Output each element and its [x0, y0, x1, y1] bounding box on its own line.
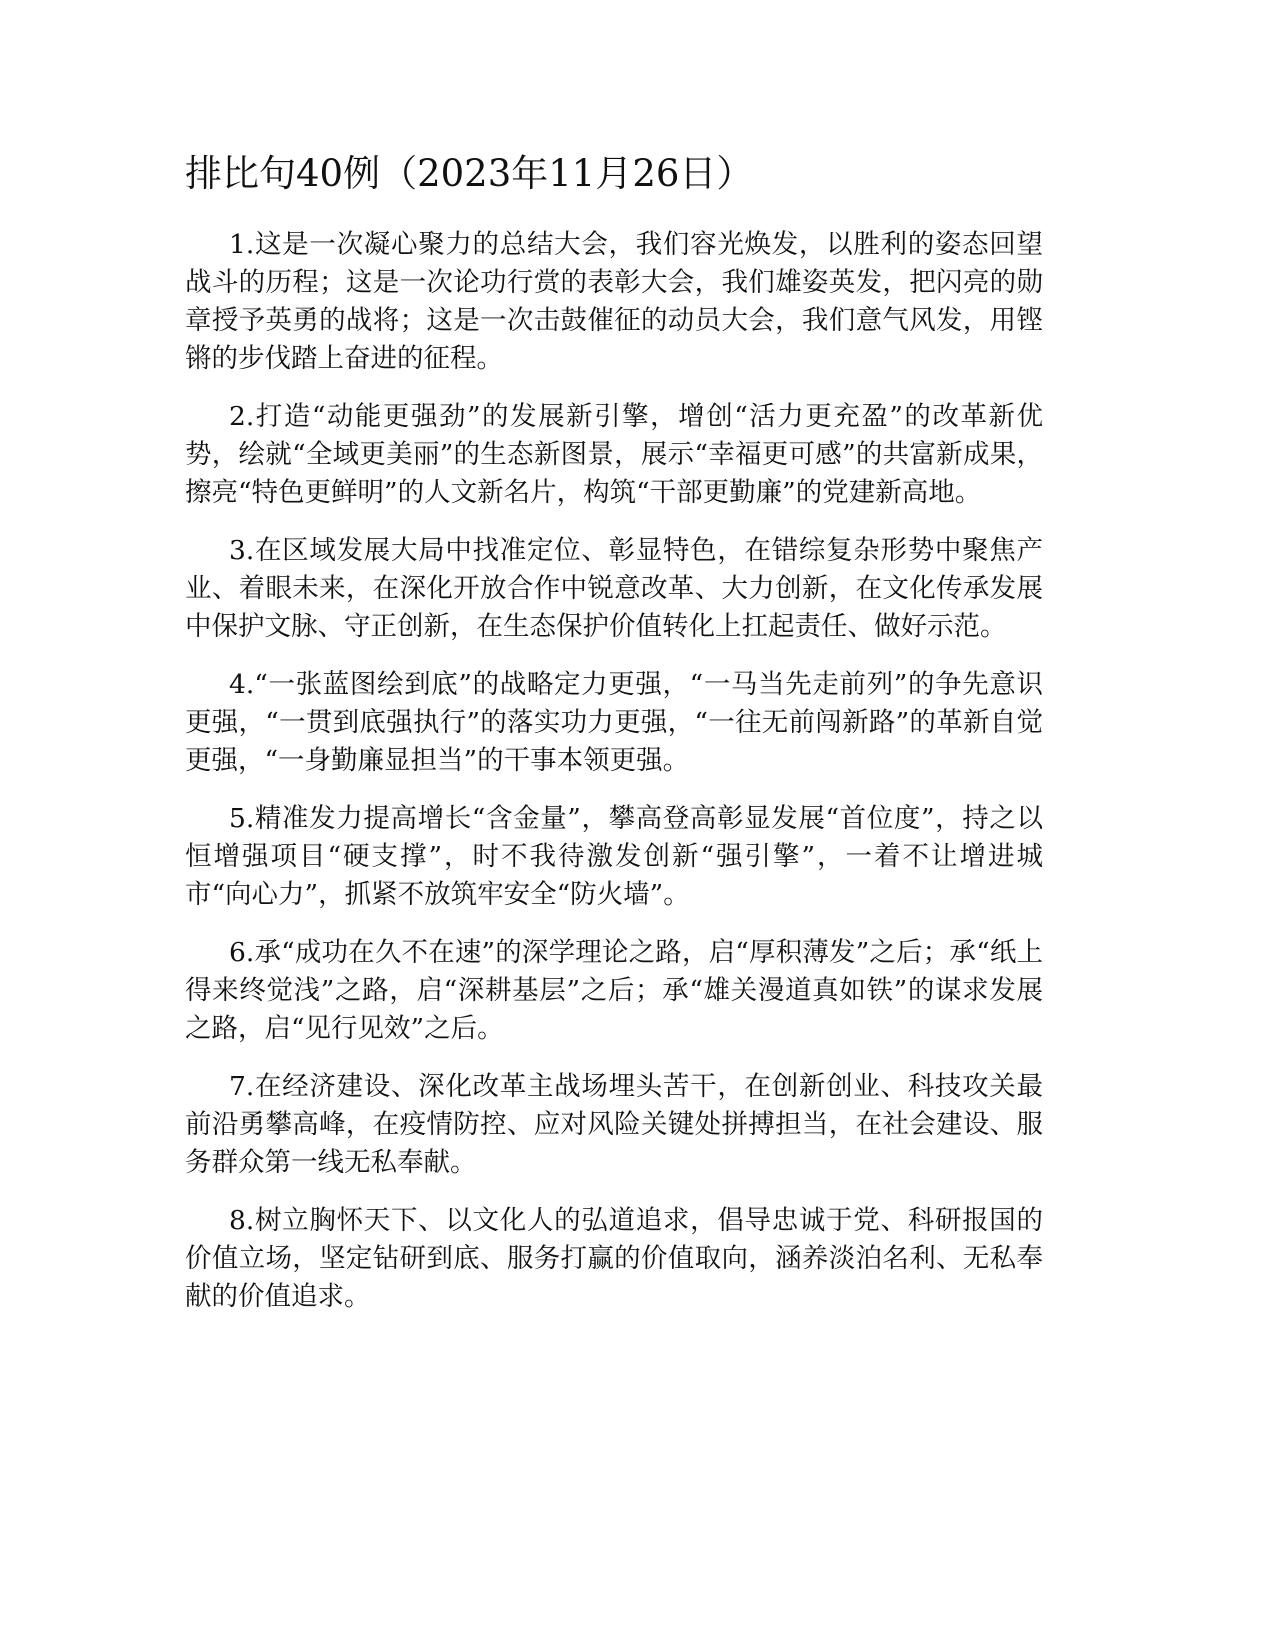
paragraph-8: 8.树立胸怀天下、以文化人的弘道追求，倡导忠诚于党、科研报国的价值立场，坚定钻研到底、服务打赢的价值取向，涵养淡泊名利、无私奉献的价值追求。: [185, 1205, 1043, 1312]
paragraph-3: 3.在区域发展大局中找准定位、彰显特色，在错综复杂形势中聚焦产业、着眼未来，在深化开放合作中锐意改革、大力创新，在文化传承发展中保护文脉、守正创新，在生态保护价值转化上扛起责任、做好示范。: [185, 535, 1043, 642]
paragraph-7: 7.在经济建设、深化改革主战场埋头苦干，在创新创业、科技攻关最前沿勇攀高峰，在疫情防控、应对风险关键处拼搏担当，在社会建设、服务群众第一线无私奉献。: [185, 1071, 1043, 1178]
paragraph-4: 4.“一张蓝图绘到底”的战略定力更强，“一马当先走前列”的争先意识更强，“一贯到底强执行”的落实功力更强，“一往无前闯新路”的革新自觉更强，“一身勤廉显担当”的干事本领更强。: [185, 669, 1043, 776]
paragraph-6: 6.承“成功在久不在速”的深学理论之路，启“厚积薄发”之后；承“纸上得来终觉浅”之路，启“深耕基层”之后；承“雄关漫道真如铁”的谋求发展之路，启“见行见效”之后。: [185, 937, 1043, 1044]
paragraph-2: 2.打造“动能更强劲”的发展新引擎，增创“活力更充盈”的改革新优势，绘就“全域更美丽”的生态新图景，展示“幸福更可感”的共富新成果，擦亮“特色更鲜明”的人文新名片，构筑“干部更勤廉”的党建新高地。: [185, 401, 1043, 508]
document-title: 排比句40例（2023年11月26日）: [185, 152, 754, 195]
paragraph-5: 5.精准发力提高增长“含金量”，攀高登高彰显发展“首位度”，持之以恒增强项目“硬支撑”，时不我待激发创新“强引擎”，一着不让增进城市“向心力”，抓紧不放筑牢安全“防火墙”。: [185, 803, 1043, 910]
paragraph-1: 1.这是一次凝心聚力的总结大会，我们容光焕发，以胜利的姿态回望战斗的历程；这是一次论功行赏的表彰大会，我们雄姿英发，把闪亮的勋章授予英勇的战将；这是一次击鼓催征的动员大会，我们意气风发，用铿锵的步伐踏上奋进的征程。: [185, 229, 1043, 374]
